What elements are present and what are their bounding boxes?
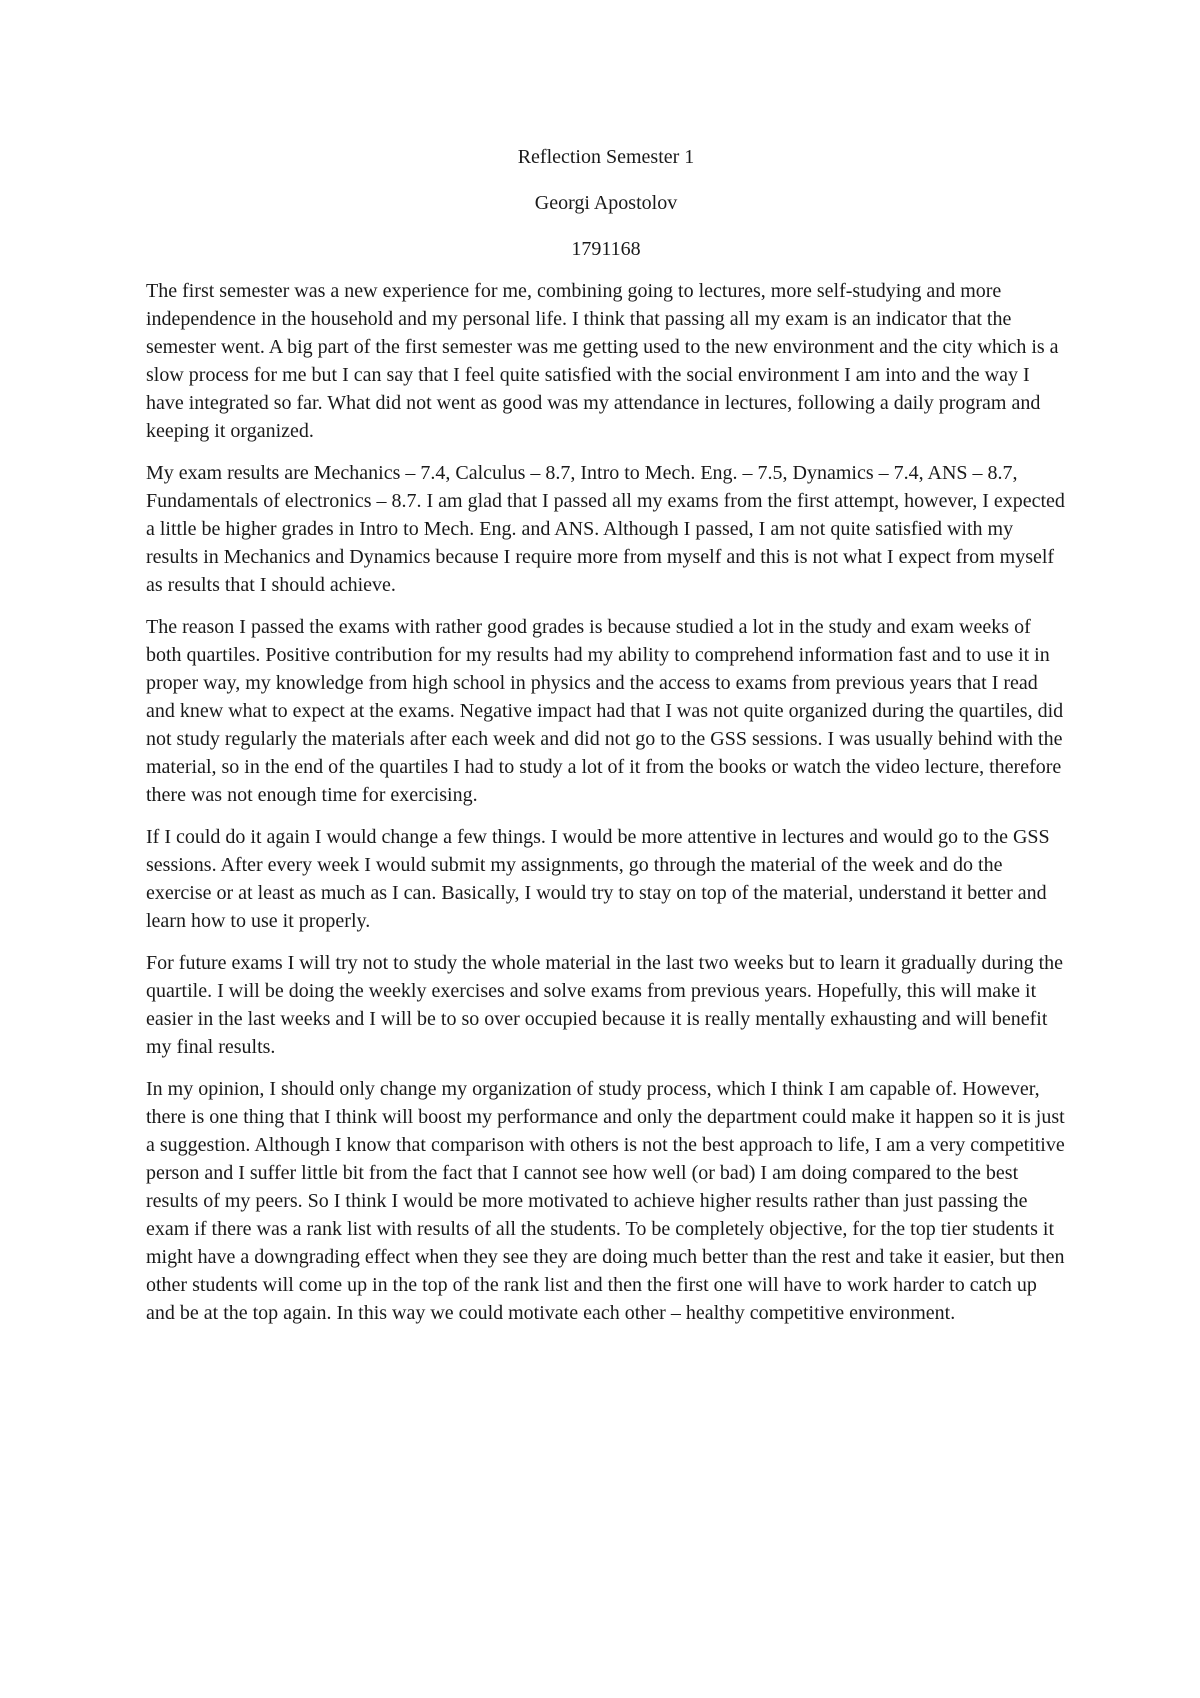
paragraph-future-exams: For future exams I will try not to study the whole material in the last two weeks but to learn it gradually during the quartile. I will be doing the weekly exercises and solve exams from previous years. Hopefully, this will make it easier in the last weeks and I will be to so over occupied because it is really mentally exhausting and will benefit my final results. xyxy=(146,952,1064,1058)
paragraph-exam-results: My exam results are Mechanics – 7.4, Calculus – 8.7, Intro to Mech. Eng. – 7.5, Dynamics – 7.4, ANS – 8.7, Fundamentals of electronics – 8.7. I am glad that I passed all my exams from the first attempt, however, I expected a little be higher grades in Intro to Mech. Eng. and ANS. Although I passed, I am not quite satisfied with my results in Mechanics and Dynamics because I require more from myself and this is not what I expect from myself as results that I should achieve. xyxy=(146,462,1065,596)
paragraph-changes: If I could do it again I would change a few things. I would be more attentive in lectures and would go to the GSS sessions. After every week I would submit my assignments, go through the material of the week and do the exercise or at least as much as I can. Basically, I would try to stay on top of the material, understand it better and learn how to use it properly. xyxy=(146,826,1050,932)
document-body xyxy=(146,143,1066,1341)
paragraph-opinion: In my opinion, I should only change my organization of study process, which I think I am capable of. However, there is one thing that I think will boost my performance and only the department could make it happen so it is just a suggestion. Although I know that comparison with others is not the best approach to life, I am a very competitive person and I suffer little bit from the fact that I cannot see how well (or bad) I am doing compared to the best results of my peers. So I think I would be more motivated to achieve higher results rather than just passing the exam if there was a rank list with results of all the students. To be completely objective, for the top tier students it might have a downgrading effect when they see they are doing much better than the rest and take it easier, but then other students will come up in the top of the rank list and then the first one will have to work harder to catch up and be at the top again. In this way we could motivate each other – healthy competitive environment. xyxy=(146,1078,1065,1324)
student-id: 1791168 xyxy=(571,238,641,260)
paragraph-intro: The first semester was a new experience for me, combining going to lectures, more self-studying and more independence in the household and my personal life. I think that passing all my exam is an indicator that the semester went. A big part of the first semester was me getting used to the new environment and the city which is a slow process for me but I can say that I feel quite satisfied with the social environment I am into and the way I have integrated so far. What did not went as good was my attendance in lectures, following a daily program and keeping it organized. xyxy=(146,280,1059,442)
author-name: Georgi Apostolov xyxy=(534,192,678,214)
paragraph-reasons: The reason I passed the exams with rather good grades is because studied a lot in the study and exam weeks of both quartiles. Positive contribution for my results had my ability to comprehend information fast and to use it in proper way, my knowledge from high school in physics and the access to exams from previous years that I read and knew what to expect at the exams. Negative impact had that I was not quite organized during the quartiles, did not study regularly the materials after each week and did not go to the GSS sessions. I was usually behind with the material, so in the end of the quartiles I had to study a lot of it from the books or watch the video lecture, therefore there was not enough time for exercising. xyxy=(146,616,1064,806)
document-title: Reflection Semester 1 xyxy=(517,146,695,168)
